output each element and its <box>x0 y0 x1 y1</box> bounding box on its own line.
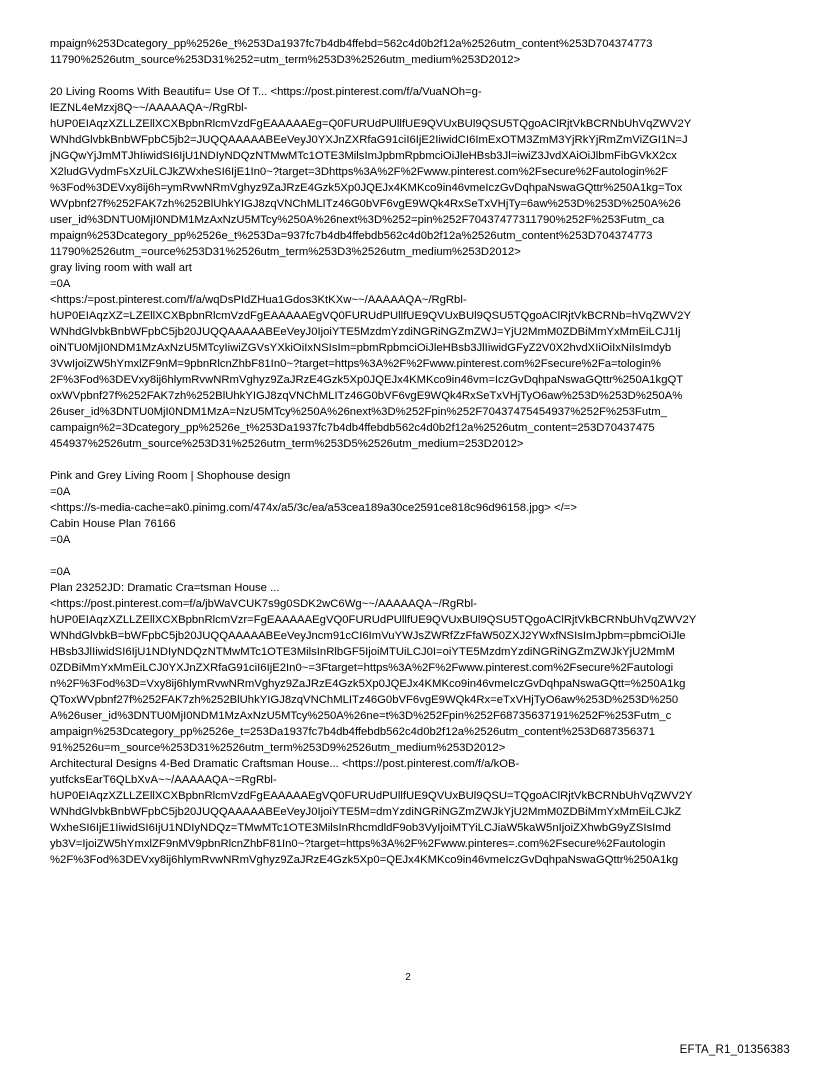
text-line: WxheSI6IjE1IiwidSI6IjU1NDIyNDQz=TMwMTc1OTE3MilsInRhcmdldF9ob3VyIjoiMTYiLCJiaW5kaW5nIjoiZXhwbG9yZSIsImd <box>50 822 671 834</box>
page-number: 2 <box>405 972 411 983</box>
text-line: =0A <box>50 566 71 578</box>
text-line: hUP0EIAqzXZLLZEllXCXBpbnRlcmVzdFgEAAAAAEg=Q0FURUdPUllfUE9QVUxBUl9QSU5TQgoAClRjtVkBCRNbUhVqZWV2Y <box>50 118 692 130</box>
text-line: mpaign%253Dcategory_pp%2526e_t%253Da=937fc7b4db4ffebdb562c4d0b2f12a%2526utm_content%253D704374773 <box>50 230 653 242</box>
text-line: <https://s-media-cache=ak0.pinimg.com/474x/a5/3c/ea/a53cea189a30ce2591ce818c96d96158.jpg> </=> <box>50 502 577 514</box>
text-line: 20 Living Rooms With Beautifu= Use Of T... <https://post.pinterest.com/f/a/VuaNOh=g- <box>50 86 482 98</box>
text-line: 2F%3Fod%3DEVxy8ij6hlymRvwNRmVghyz9ZaJRzE4Gzk5Xp0JQEJx4KMKco9in46vm=IczGvDqhpaNswaGQttr%250A1kgQT <box>50 374 684 386</box>
text-line: Pink and Grey Living Room | Shophouse design <box>50 470 291 482</box>
text-line: 3VwIjoiZW5hYmxlZF9nM=9pbnRlcnZhbF81In0~?target=https%3A%2F%2Fwww.pinterest.com%2Fsecure%2Fa=tologin% <box>50 358 661 370</box>
text-line <box>50 548 770 564</box>
text-line: Cabin House Plan 76166 <box>50 518 176 530</box>
text-line: <https:/=post.pinterest.com/f/a/wqDsPIdZHua1Gdos3KtKXw~~/AAAAAQA~/RgRbl- <box>50 294 467 306</box>
text-line <box>50 68 770 84</box>
text-line: 91%2526u=m_source%253D31%2526utm_term%253D9%2526utm_medium%253D2012> <box>50 742 506 754</box>
text-line: <https://post.pinterest.com=f/a/jbWaVCUK7s9g0SDK2wC6Wg~~/AAAAAQA~/RgRbl- <box>50 598 477 610</box>
text-line: hUP0EIAqzXZLLZEllXCXBpbnRlcmVzr=FgEAAAAAEgVQ0FURUdPUllfUE9QVUxBUl9QSU5TQgoAClRjtVkBCRNbUhVqZWV2Y <box>50 614 697 626</box>
text-line: yb3V=IjoiZW5hYmxlZF9nMV9pbnRlcnZhbF81In0~?target=https%3A%2F%2Fwww.pinteres=.com%2Fsecure%2Fautologin <box>50 838 666 850</box>
text-line: yutfcksEarT6QLbXvA~~/AAAAAQA~=RgRbl- <box>50 774 277 786</box>
text-line: X2ludGVydmFsXzUiLCJkZWxheSI6IjE1In0~?target=3Dhttps%3A%2F%2Fwww.pinterest.com%2Fsecure%2Fautologin%2F <box>50 166 669 178</box>
text-line: lEZNL4eMzxj8Q~~/AAAAAQA~/RgRbl- <box>50 102 248 114</box>
text-line: jNGQwYjJmMTJhIiwidSI6IjU1NDIyNDQzNTMwMTc1OTE3MilsImJpbmRpbmciOiJleHBsb3Jl=iwiZ3JvdXAiOiJlbmFibGVkX2cx <box>50 150 677 162</box>
text-line: Plan 23252JD: Dramatic Cra=tsman House ... <box>50 582 280 594</box>
text-line: 0ZDBiMmYxMmEiLCJ0YXJnZXRfaG91ciI6IjE2In0~=3Ftarget=https%3A%2F%2Fwww.pinterest.com%2Fsecure%2Fautologi <box>50 662 674 674</box>
text-line: mpaign%253Dcategory_pp%2526e_t%253Da1937fc7b4db4ffebd=562c4d0b2f12a%2526utm_content%253D704374773 <box>50 38 653 50</box>
text-line: WVpbnf27f%252FAK7zh%252BlUhkYIGJ8zqVNChMLITz46G0bVF6vgE9WQk4RxSeTxVHjTy=6aw%253D%253D%250A%26 <box>50 198 681 210</box>
document-body <box>50 36 770 868</box>
text-line: hUP0EIAqzXZLLZEllXCXBpbnRlcmVzdFgEAAAAAEgVQ0FURUdPUllfUE9QVUxBUl9QSU=TQgoAClRjtVkBCRNbUhVqZWV2Y <box>50 790 693 802</box>
text-line: A%26user_id%3DNTU0MjI0NDM1MzAxNzU5MTcy%250A%26ne=t%3D%252Fpin%252F68735637191%252F%253Futm_c <box>50 710 672 722</box>
text-line: HBsb3JlIiwidSI6IjU1NDIyNDQzNTMwMTc1OTE3MilsInRlbGF5IjoiMTUiLCJ0I=oiYTE5MzdmYzdiNGRiNGZmZWJkYjU2MmM <box>50 646 675 658</box>
text-line: gray living room with wall art <box>50 262 192 274</box>
text-line: WNhdGlvbkB=bWFpbC5jb20JUQQAAAAABEeVeyJncm91cCI6ImVuYWJsZWRfZzFfaW50ZXJ2YWxfNSIsImJpbm=pbmciOiJle <box>50 630 686 642</box>
text-line: n%2F%3Fod%3D=Vxy8ij6hlymRvwNRmVghyz9ZaJRzE4Gzk5Xp0JQEJx4KMKco9in46vmeIczGvDqhpaNswaGQtt=%250A1kg <box>50 678 686 690</box>
text-line: hUP0EIAqzXZ=LZEllXCXBpbnRlcmVzdFgEAAAAAEgVQ0FURUdPUllfUE9QVUxBUl9QSU5TQgoAClRjtVkBCRNb=hVqZWV2Y <box>50 310 692 322</box>
text-line: user_id%3DNTU0MjI0NDM1MzAxNzU5MTcy%250A%26next%3D%252=pin%252F70437477311790%252F%253Futm_ca <box>50 214 665 226</box>
text-line: %3Fod%3DEVxy8ij6h=ymRvwNRmVghyz9ZaJRzE4Gzk5Xp0JQEJx4KMKco9in46vmeIczGvDqhpaNswaGQttr%250A1kg=Tox <box>50 182 683 194</box>
text-line: WNhdGlvbkBnbWFpbC5jb20JUQQAAAAABEeVeyJ0IjoiYTE5MzdmYzdiNGRiNGZmZWJ=YjU2MmM0ZDBiMmYxMmEiLCJ1Ij <box>50 326 681 338</box>
text-line: 454937%2526utm_source%253D31%2526utm_term%253D5%2526utm_medium=253D2012> <box>50 438 524 450</box>
text-line: 26user_id%3DNTU0MjI0NDM1MzA=NzU5MTcy%250A%26next%3D%252Fpin%252F70437475454937%252F%253Futm_ <box>50 406 667 418</box>
text-line <box>50 452 770 468</box>
text-line: WNhdGlvbkBnbWFpbC5jb2=JUQQAAAAABEeVeyJ0YXJnZXRfaG91ciI6IjE2IiwidCI6ImExOTM3ZmM3YjRkYjRmZmViZGI1N=J <box>50 134 688 146</box>
text-line: oxWVpbnf27f%252FAK7zh%252BlUhkYIGJ8zqVNChMLITz46G0bVF6vgE9WQk4RxSeTxVHjTyO6aw%253D%253D%250A% <box>50 390 683 402</box>
text-line: 11790%2526utm_source%253D31%252=utm_term%253D3%2526utm_medium%253D2012> <box>50 54 521 66</box>
text-line: QToxWVpbnf27f%252FAK7zh%252BlUhkYIGJ8zqVNChMLITz46G0bVF6vgE9WQk4Rx=eTxVHjTyO6aw%253D%253D%250 <box>50 694 679 706</box>
footer-document-id: EFTA_R1_01356383 <box>679 1044 790 1056</box>
text-line: WNhdGlvbkBnbWFpbC5jb20JUQQAAAAABEeVeyJ0IjoiYTE5M=dmYzdiNGRiNGZmZWJkYjU2MmM0ZDBiMmYxMmEiLCJkZ <box>50 806 682 818</box>
text-line: %2F%3Fod%3DEVxy8ij6hlymRvwNRmVghyz9ZaJRzE4Gzk5Xp0=QEJx4KMKco9in46vmeIczGvDqhpaNswaGQttr%250A1kg <box>50 854 679 866</box>
text-line: 11790%2526utm_=ource%253D31%2526utm_term%253D3%2526utm_medium%253D2012> <box>50 246 521 258</box>
text-line: Architectural Designs 4-Bed Dramatic Craftsman House... <https://post.pinterest.com/f/a/kOB- <box>50 758 520 770</box>
text-line: campaign%2=3Dcategory_pp%2526e_t%253Da1937fc7b4db4ffebdb562c4d0b2f12a%2526utm_content=253D70437475 <box>50 422 655 434</box>
text-line: oiNTU0MjI0NDM1MzAxNzU5MTcyIiwiZGVsYXkiOiIxNSIsIm=pbmRpbmciOiJleHBsb3JlIiwidGFyZ2V0X2hvdXIiOiIxNiIsImdyb <box>50 342 672 354</box>
text-line: =0A <box>50 486 71 498</box>
text-line: =0A <box>50 534 71 546</box>
text-line: ampaign%253Dcategory_pp%2526e_t=253Da1937fc7b4db4ffebdb562c4d0b2f12a%2526utm_content%253D687356371 <box>50 726 655 738</box>
text-line: =0A <box>50 278 71 290</box>
